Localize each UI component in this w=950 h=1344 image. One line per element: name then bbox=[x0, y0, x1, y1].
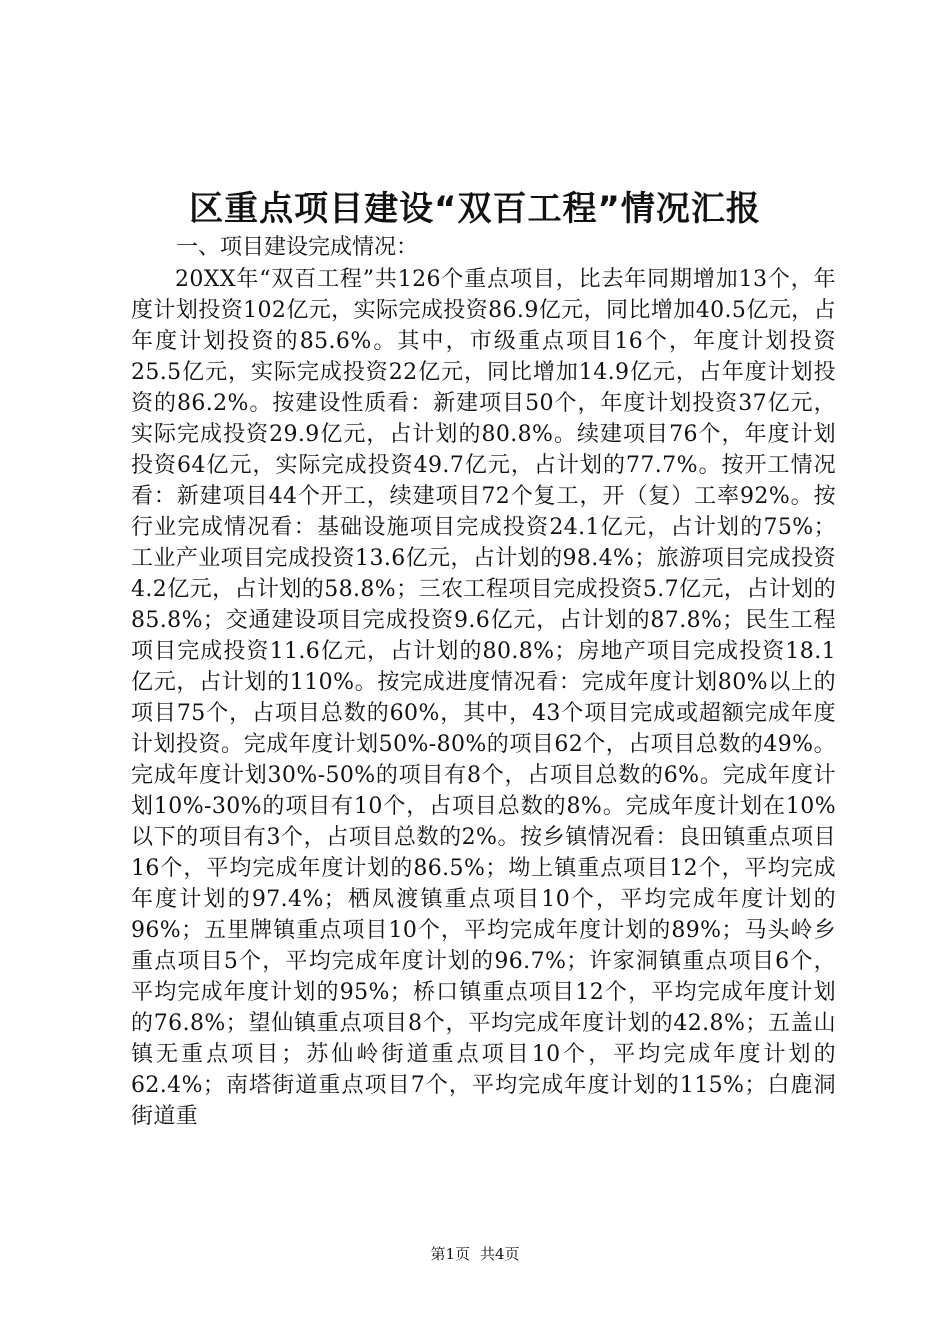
page-total: 共4页 bbox=[480, 1245, 520, 1263]
page-footer bbox=[0, 1244, 950, 1264]
body-paragraph: 20XX年“双百工程”共126个重点项目，比去年同期增加13个，年度计划投资102亿元，实际完成投资86.9亿元，同比增加40.5亿元，占年度计划投资的85.6%。其中，市级重点项目16个，年度计划投资25.5亿元，实际完成投资22亿元，同比增加14.9亿元，占年度计划投资的86.2%。按建设性质看：新建项目50个，年度计划投资37亿元，实际完成投资29.9亿元，占计划的80.8%。续建项目76个，年度计划投资64亿元，实际完成投资49.7亿元，占计划的77.7%。按开工情况看：新建项目44个开工，续建项目72个复工，开（复）工率92%。按行业完成情况看：基础设施项目完成投资24.1亿元，占计划的75%；工业产业项目完成投资13.6亿元，占计划的98.4%；旅游项目完成投资4.2亿元，占计划的58.8%；三农工程项目完成投资5.7亿元，占计划的85.8%；交通建设项目完成投资9.6亿元，占计划的87.8%；民生工程项目完成投资11.6亿元，占计划的80.8%；房地产项目完成投资18.1亿元，占计划的110%。按完成进度情况看：完成年度计划80%以上的项目75个，占项目总数的60%，其中，43个项目完成或超额完成年度计划投资。完成年度计划50%-80%的项目62个，占项目总数的49%。完成年度计划30%-50%的项目有8个，占项目总数的6%。完成年度计划10%-30%的项目有10个，占项目总数的8%。完成年度计划在10%以下的项目有3个，占项目总数的2%。按乡镇情况看：良田镇重点项目16个，平均完成年度计划的86.5%；坳上镇重点项目12个，平均完成年度计划的97.4%；栖凤渡镇重点项目10个，平均完成年度计划的96%；五里牌镇重点项目10个，平均完成年度计划的89%；马头岭乡重点项目5个，平均完成年度计划的96.7%；许家洞镇重点项目6个，平均完成年度计划的95%；桥口镇重点项目12个，平均完成年度计划的76.8%；望仙镇重点项目8个，平均完成年度计划的42.8%；五盖山镇无重点项目；苏仙岭街道重点项目10个，平均完成年度计划的62.4%；南塔街道重点项目7个，平均完成年度计划的115%；白鹿洞街道重 bbox=[131, 267, 836, 1129]
section-heading: 一、项目建设完成情况： bbox=[176, 235, 419, 260]
page-number: 第1页 bbox=[430, 1245, 470, 1263]
document-title: 区重点项目建设“双百工程”情况汇报 bbox=[189, 189, 761, 229]
